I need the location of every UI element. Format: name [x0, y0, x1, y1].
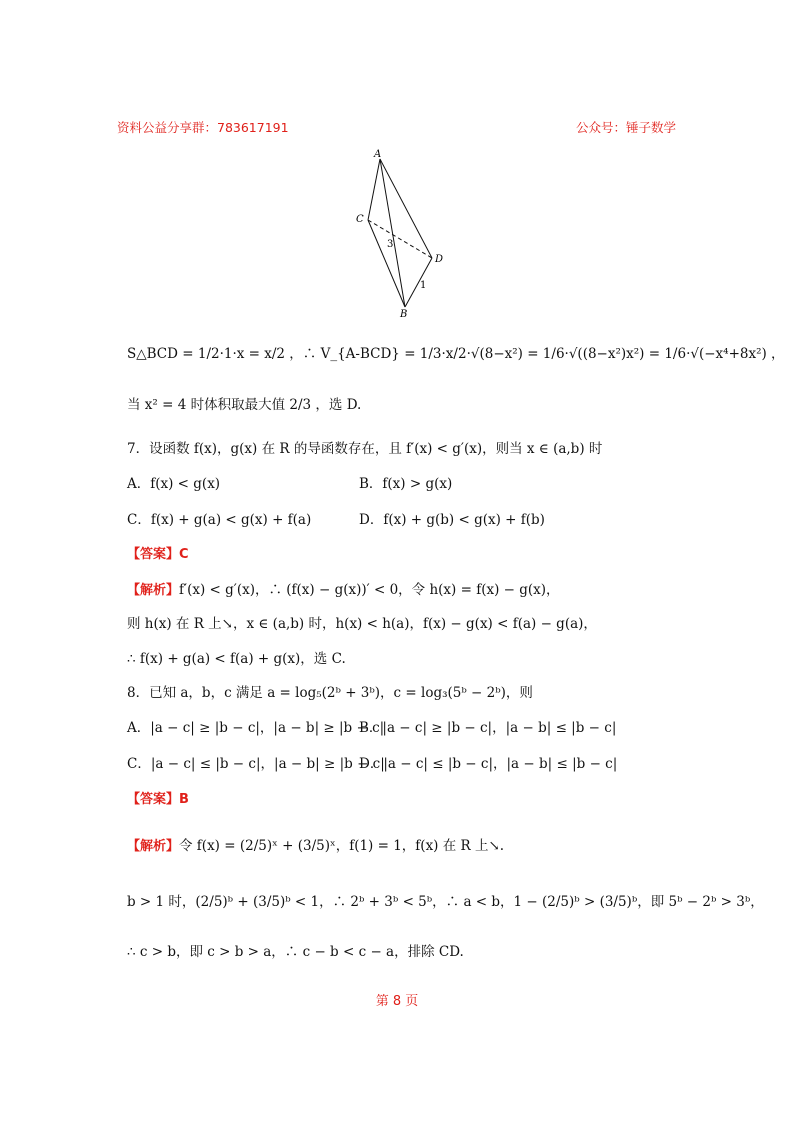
q7-option-d: D．f(x) + g(b) < g(x) + f(b) — [359, 512, 545, 528]
q8-answer-value: B — [179, 792, 189, 807]
q7-option-a: A．f(x) < g(x) — [127, 476, 221, 492]
vertex-label-d: D — [435, 254, 444, 265]
edge-ac — [368, 159, 380, 220]
edge-db — [405, 258, 432, 307]
q8-analysis-text-1: 令 f(x) = (2/5)ˣ + (3/5)ˣ，f(1) = 1，f(x) 在 R 上↘. — [179, 838, 505, 854]
q8-analysis-tag: 【解析】 — [127, 839, 180, 854]
q8-option-b: B．|a − c| ≥ |b − c|，|a − b| ≤ |b − c| — [359, 720, 617, 736]
q7-option-c: C．f(x) + g(a) < g(x) + f(a) — [127, 512, 312, 528]
header-group-info: 资料公益分享群：783617191 — [117, 120, 289, 135]
vertex-label-c: C — [356, 214, 364, 225]
q7-stem: 7．设函数 f(x)，g(x) 在 R 的导函数存在，且 f′(x) < g′(x)，则当 x ∈ (a,b) 时 — [127, 441, 603, 457]
q8-option-a: A．|a − c| ≥ |b − c|，|a − b| ≥ |b − c| — [127, 720, 385, 736]
q8-answer-tag: 【答案】 — [127, 792, 180, 807]
q8-option-c: C．|a − c| ≤ |b − c|，|a − b| ≥ |b − c| — [127, 756, 385, 772]
q8-option-d: D．|a − c| ≤ |b − c|，|a − b| ≤ |b − c| — [359, 756, 618, 772]
page-number: 第 8 页 — [375, 994, 419, 1009]
q7-option-b: B．f(x) > g(x) — [359, 476, 453, 492]
q7-analysis-tag: 【解析】 — [127, 583, 180, 598]
q8-analysis-line-2: b > 1 时，(2/5)ᵇ + (3/5)ᵇ < 1，∴ 2ᵇ + 3ᵇ < 5ᵇ，∴ a < b，1 − (2/5)ᵇ > (3/5)ᵇ，即 5ᵇ − 2ᵇ > 3ᵇ， — [127, 894, 764, 910]
edge-label-db: 1 — [420, 280, 427, 291]
edge-cb — [368, 220, 405, 307]
vertex-label-b: B — [400, 309, 408, 320]
q6-solution-line-1: S△BCD = 1/2·1·x = x/2 ，∴ V_{A-BCD} = 1/3·x/2·√(8−x²) = 1/6·√((8−x²)x²) = 1/6·√(−x⁴+8x²) ， — [127, 346, 785, 362]
q7-analysis-line-2: 则 h(x) 在 R 上↘，x ∈ (a,b) 时，h(x) < h(a)，f(x) − g(x) < f(a) − g(a)， — [127, 616, 597, 632]
edge-ab — [380, 159, 405, 307]
q6-solution-line-2: 当 x² = 4 时体积取最大值 2/3 ，选 D. — [127, 397, 362, 413]
q8-stem: 8．已知 a，b，c 满足 a = log₅(2ᵇ + 3ᵇ)，c = log₃(5ᵇ − 2ᵇ)，则 — [127, 685, 533, 701]
q8-analysis-line-3: ∴ c > b，即 c > b > a，∴ c − b < c − a，排除 CD. — [127, 944, 464, 960]
edge-label-cb: 3 — [387, 239, 394, 250]
header-account-name: 公众号：锤子数学 — [575, 120, 676, 135]
q7-answer — [127, 543, 189, 562]
q7-analysis-text-1: f′(x) < g′(x)，∴ (f(x) − g(x))′ < 0，令 h(x) = f(x) − g(x)， — [179, 582, 560, 598]
q8-analysis-line-1 — [127, 834, 504, 854]
q7-answer-tag: 【答案】 — [127, 547, 180, 562]
vertex-label-a: A — [374, 149, 382, 160]
q7-analysis-line-1 — [127, 578, 560, 598]
tetrahedron-figure — [350, 145, 460, 320]
q7-answer-value: C — [179, 547, 189, 562]
q8-answer — [127, 788, 189, 807]
q7-analysis-line-3: ∴ f(x) + g(a) < f(a) + g(x)，选 C. — [127, 651, 346, 667]
